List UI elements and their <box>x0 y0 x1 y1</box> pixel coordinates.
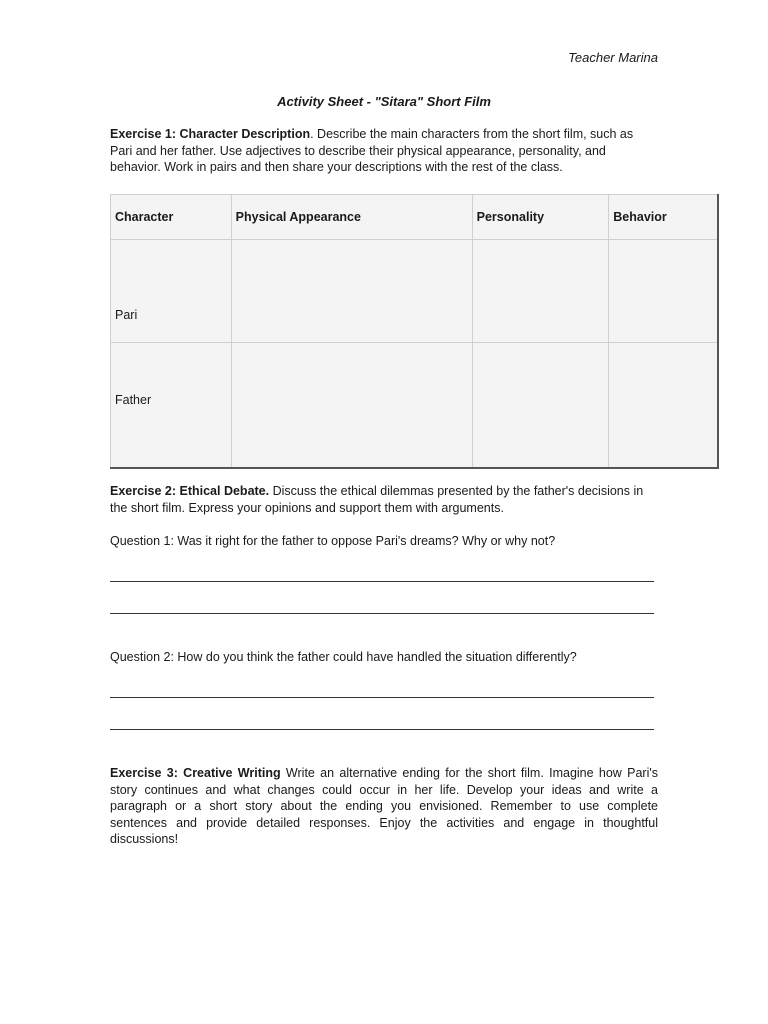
exercise-1-paragraph <box>110 126 658 176</box>
answer-line-q1-1[interactable] <box>110 581 654 582</box>
exercise-3-heading: Exercise 3: Creative Writing <box>110 766 281 780</box>
table-header-row <box>111 195 719 240</box>
table-header-behavior: Behavior <box>609 195 718 240</box>
exercise-2-heading: Exercise 2: Ethical Debate. <box>110 484 270 498</box>
table-cell-character-father: Father <box>111 343 232 469</box>
table-row <box>111 240 719 343</box>
table-cell-pari-appearance[interactable] <box>231 240 472 343</box>
table-header-personality: Personality <box>472 195 609 240</box>
exercise-2-paragraph <box>110 483 658 516</box>
table-header-physical-appearance: Physical Appearance <box>231 195 472 240</box>
question-2: Question 2: How do you think the father could have handled the situation differently? <box>110 650 577 664</box>
table-cell-father-appearance[interactable] <box>231 343 472 469</box>
exercise-3-text: Write an alternative ending for the short film. Imagine how Pari's story continues and what changes could occur in her life. Develop your ideas and write a paragraph or a short story about the ending you envisioned. Remember to use complete sentences and provide detailed responses. Enjoy the activities and engage in thoughtful discussions! <box>110 766 658 846</box>
answer-line-q1-2[interactable] <box>110 613 654 614</box>
table-row <box>111 343 719 469</box>
exercise-3-paragraph <box>110 765 658 848</box>
table-cell-pari-behavior[interactable] <box>609 240 718 343</box>
exercise-1-text: . Describe the main characters from the short film, such as Pari and her father. Use adjectives to describe their physical appearance, personality, and behavior. Work in pairs and then share your descriptions with the rest of the class. <box>110 127 634 174</box>
table-cell-father-personality[interactable] <box>472 343 609 469</box>
table-cell-pari-personality[interactable] <box>472 240 609 343</box>
answer-line-q2-2[interactable] <box>110 729 654 730</box>
question-1: Question 1: Was it right for the father to oppose Pari's dreams? Why or why not? <box>110 534 556 548</box>
exercise-2-text: Discuss the ethical dilemmas presented by the father's decisions in the short film. Express your opinions and support them with arguments. <box>110 484 644 515</box>
table-cell-character-pari: Pari <box>111 240 232 343</box>
exercise-1-heading: Exercise 1: Character Description <box>110 127 311 141</box>
character-table <box>110 194 719 469</box>
answer-line-q2-1[interactable] <box>110 697 654 698</box>
page-title: Activity Sheet - "Sitara" Short Film <box>277 94 491 109</box>
teacher-name: Teacher Marina <box>568 50 658 65</box>
table-cell-father-behavior[interactable] <box>609 343 718 469</box>
table-header-character: Character <box>111 195 232 240</box>
